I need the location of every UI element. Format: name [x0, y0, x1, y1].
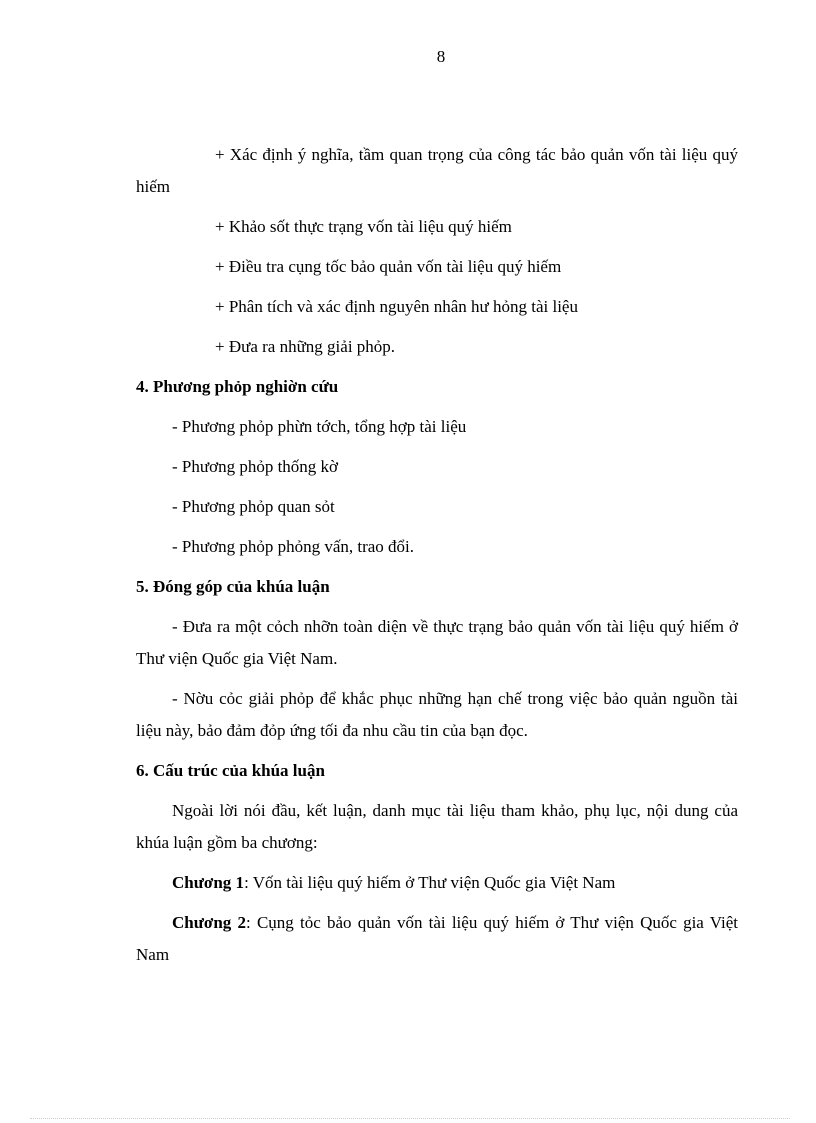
contribution-item: - Nờu cỏc giải phỏp để khắc phục những hạn chế trong việc bảo quản nguồn tài liệu này, bảo đảm đỏp ứng tối đa nhu cầu tin của bạn đọc.: [136, 689, 738, 740]
task-item: + Điều tra cụng tốc bảo quản vốn tài liệu quý hiếm: [215, 257, 562, 276]
chapter-item: [136, 867, 738, 899]
method-item: - Phương phỏp phừn tớch, tổng hợp tài liệu: [172, 417, 467, 436]
structure-intro: Ngoài lời nói đầu, kết luận, danh mục tài liệu tham khảo, phụ lục, nội dung của khúa luận gồm ba chương:: [136, 801, 738, 852]
chapter-label: Chương 2: [172, 913, 247, 932]
chapter-label: Chương 1: [172, 873, 245, 892]
page-number: 8: [436, 47, 446, 66]
document-body: [136, 139, 738, 979]
task-item: + Xác định ý nghĩa, tầm quan trọng của công tác bảo quản vốn tài liệu quý hiếm: [136, 145, 738, 196]
chapter-text: : Vốn tài liệu quý hiếm ở Thư viện Quốc gia Việt Nam: [244, 873, 616, 892]
task-item: + Khảo sốt thực trạng vốn tài liệu quý hiếm: [215, 217, 512, 236]
section-4-heading: 4. Phương phỏp nghiờn cứu: [136, 377, 339, 396]
section-6-heading: 6. Cấu trúc của khúa luận: [136, 761, 325, 780]
method-item: - Phương phỏp quan sỏt: [172, 497, 335, 516]
chapter-item: [136, 907, 738, 971]
method-item: - Phương phỏp thống kờ: [172, 457, 339, 476]
section-5-heading: 5. Đóng góp của khúa luận: [136, 577, 330, 596]
task-item: + Đưa ra những giải phỏp.: [215, 337, 396, 356]
method-item: - Phương phỏp phỏng vấn, trao đổi.: [172, 537, 415, 556]
page-bottom-divider: [30, 1118, 790, 1119]
contribution-item: - Đưa ra một cỏch nhỡn toàn diện về thực trạng bảo quản vốn tài liệu quý hiếm ở Thư viện Quốc gia Việt Nam.: [136, 617, 738, 668]
chapter-text: : Cụng tỏc bảo quản vốn tài liệu quý hiếm ở Thư viện Quốc gia Việt Nam: [136, 913, 738, 964]
task-item: + Phân tích và xác định nguyên nhân hư hỏng tài liệu: [215, 297, 578, 316]
